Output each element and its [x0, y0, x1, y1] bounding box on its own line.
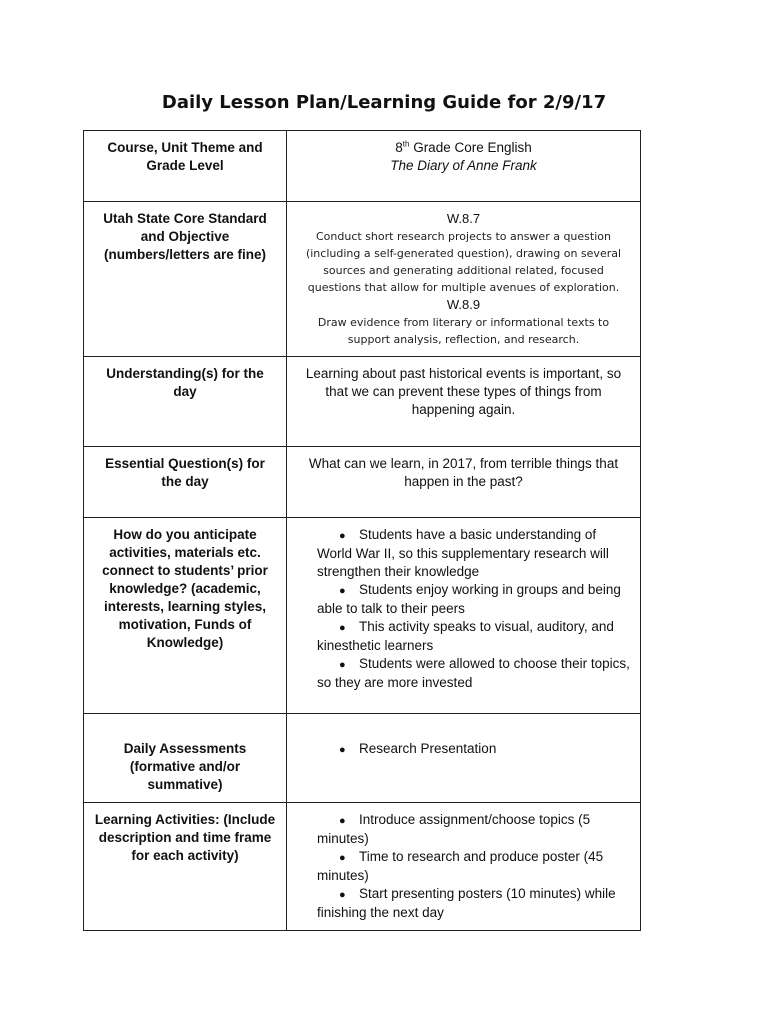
- bullet-icon: ●: [339, 744, 346, 756]
- bullet-icon: ●: [339, 622, 346, 634]
- table-row: [84, 131, 641, 202]
- row-content-essential-question: What can we learn, in 2017, from terrible things that happen in the past?: [287, 447, 641, 518]
- table-row: [84, 518, 641, 714]
- row-content-learning-activities: [287, 803, 641, 931]
- list-item-text: Students have a basic understanding of World War II, so this supplementary research will strengthen their knowledge: [317, 527, 609, 579]
- list-item-text: Students were allowed to choose their topics, so they are more invested: [317, 656, 630, 690]
- table-row: [84, 202, 641, 357]
- list-item: [317, 740, 634, 759]
- table-row: [84, 357, 641, 447]
- list-item: [317, 811, 634, 848]
- standard-code-2: W.8.9: [446, 297, 481, 312]
- row-content-prior-knowledge: [287, 518, 641, 714]
- row-label-assessments: Daily Assessments (formative and/or summative): [84, 714, 287, 803]
- list-item-text: This activity speaks to visual, auditory, and kinesthetic learners: [317, 619, 614, 653]
- row-content-understanding: Learning about past historical events is important, so that we can prevent these types of things from happening again.: [287, 357, 641, 447]
- bullet-icon: ●: [339, 852, 346, 864]
- row-content-assessments: [287, 714, 641, 803]
- page-title: Daily Lesson Plan/Learning Guide for 2/9/17: [161, 92, 607, 113]
- list-item: [317, 581, 634, 618]
- list-item: [317, 885, 634, 922]
- list-item-text: Research Presentation: [359, 741, 497, 756]
- bullet-icon: ●: [339, 815, 346, 827]
- row-label-course: Course, Unit Theme and Grade Level: [84, 131, 287, 202]
- prior-knowledge-list: [317, 526, 634, 692]
- list-item: [317, 526, 634, 581]
- list-item-text: Time to research and produce poster (45 minutes): [317, 849, 604, 883]
- row-content-standard: [287, 202, 641, 357]
- list-item: [317, 655, 634, 692]
- grade-level: [297, 139, 630, 157]
- grade-ordinal: th: [402, 139, 410, 149]
- row-label-prior-knowledge: How do you anticipate activities, materials etc. connect to students’ prior knowledge? (academic, interests, learning styles, motivation, Funds of Knowledge): [84, 518, 287, 714]
- lesson-plan-table: [83, 130, 641, 931]
- row-label-learning-activities: Learning Activities: (Include description and time frame for each activity): [84, 803, 287, 931]
- list-item: [317, 618, 634, 655]
- table-row: [84, 447, 641, 518]
- list-item-text: Start presenting posters (10 minutes) while finishing the next day: [317, 886, 616, 920]
- row-label-essential-question: Essential Question(s) for the day: [84, 447, 287, 518]
- row-label-standard: Utah State Core Standard and Objective (numbers/letters are fine): [84, 202, 287, 357]
- row-label-understanding: Understanding(s) for the day: [84, 357, 287, 447]
- standard-text-2: Draw evidence from literary or informational texts to support analysis, reflection, and research.: [317, 316, 610, 346]
- bullet-icon: ●: [339, 659, 346, 671]
- list-item-text: Introduce assignment/choose topics (5 minutes): [317, 812, 591, 846]
- bullet-icon: ●: [339, 530, 346, 542]
- grade-course: Grade Core English: [409, 140, 532, 155]
- standard-text-1: Conduct short research projects to answer a question (including a self-generated question), drawing on several sources and generating additional related, focused questions that allow for multiple avenues of exploration.: [305, 230, 622, 294]
- learning-activities-list: [317, 811, 634, 922]
- standard-code-1: W.8.7: [446, 211, 481, 226]
- table-row: [84, 803, 641, 931]
- list-item-text: Students enjoy working in groups and being able to talk to their peers: [317, 582, 621, 616]
- bullet-icon: ●: [339, 889, 346, 901]
- table-row: [84, 714, 641, 803]
- assessments-list: [317, 740, 634, 759]
- list-item: [317, 848, 634, 885]
- bullet-icon: ●: [339, 585, 346, 597]
- unit-theme-book: The Diary of Anne Frank: [390, 158, 537, 173]
- row-content-course: [287, 131, 641, 202]
- grade-number: 8: [395, 140, 403, 155]
